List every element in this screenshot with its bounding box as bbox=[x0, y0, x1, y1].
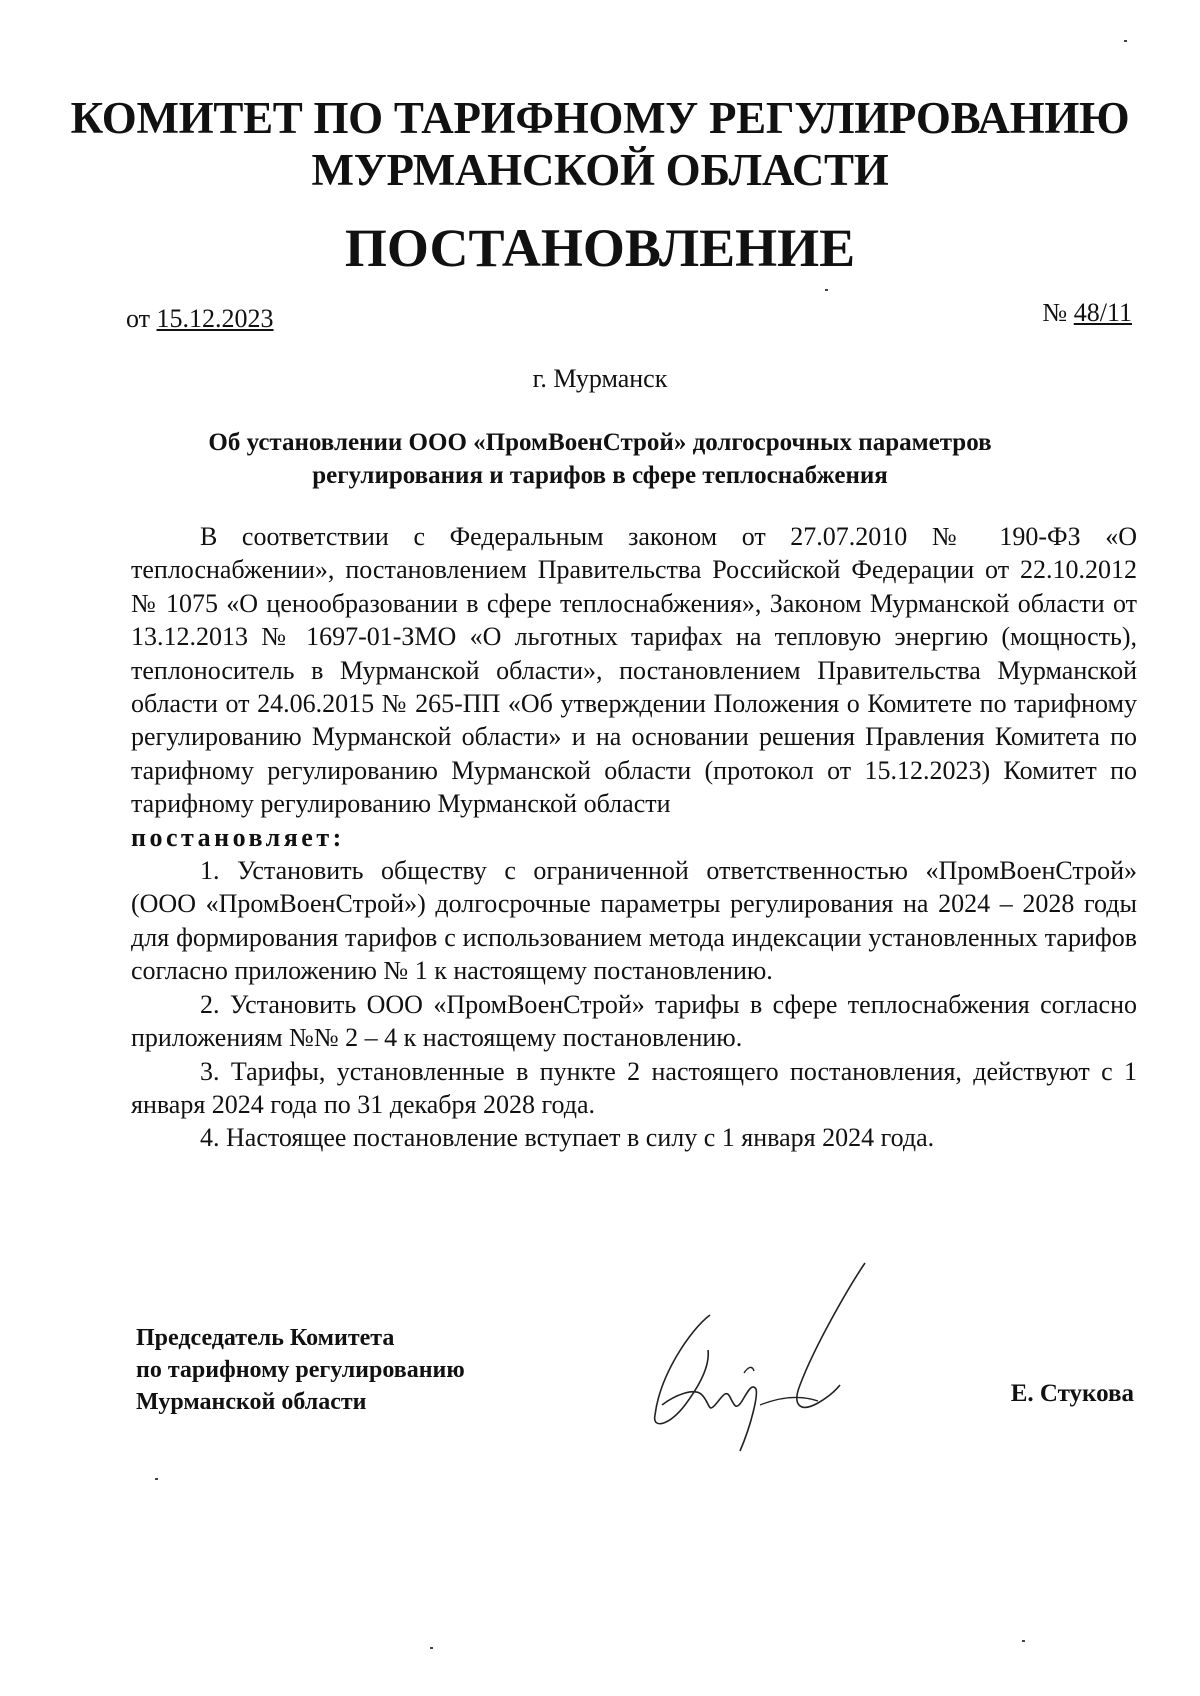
subject-line-1: Об установлении ООО «ПромВоенСтрой» долгосрочных параметров bbox=[208, 429, 992, 456]
decree-item-1: 1. Установить обществу с ограниченной ответственностью «ПромВоенСтрой» (ООО «ПромВоенСтрой») долгосрочные параметры регулирования на 2024 – 2028 годы для формирования тарифов с использованием метода индексации установленных тарифов согласно приложению № 1 к настоящему постановлению. bbox=[131, 856, 1137, 986]
document-type-title: ПОСТАНОВЛЕНИЕ bbox=[344, 218, 856, 278]
signatory-title-line-2: по тарифному регулированию bbox=[136, 1357, 465, 1383]
committee-heading bbox=[60, 92, 1140, 196]
date-prefix: от bbox=[126, 304, 157, 333]
subject-line-2: регулирования и тарифов в сфере теплоснабжения bbox=[312, 462, 888, 489]
scan-speck bbox=[155, 1478, 158, 1480]
handwritten-signature bbox=[640, 1255, 880, 1465]
signatory-title-line-3: Мурманской области bbox=[136, 1389, 367, 1415]
decree-item-2: 2. Установить ООО «ПромВоенСтрой» тарифы в сфере теплоснабжения согласно приложениям №№ 2 – 4 к настоящему постановлению. bbox=[131, 989, 1137, 1053]
document-body bbox=[131, 520, 1137, 1155]
number-value: 48/11 bbox=[1073, 298, 1132, 327]
signatory-title bbox=[136, 1322, 465, 1418]
signatory-title-line-1: Председатель Комитета bbox=[136, 1325, 395, 1351]
scan-speck bbox=[825, 289, 828, 291]
document-number bbox=[1042, 298, 1132, 328]
scan-speck bbox=[1124, 40, 1127, 42]
document-date bbox=[126, 304, 274, 334]
scan-speck bbox=[1022, 1640, 1025, 1642]
decree-word: постановляет: bbox=[131, 822, 345, 852]
scan-speck bbox=[430, 1647, 433, 1649]
city-line: г. Мурманск bbox=[532, 364, 668, 393]
decree-item-4: 4. Настоящее постановление вступает в силу с 1 января 2024 года. bbox=[200, 1123, 935, 1153]
date-value: 15.12.2023 bbox=[156, 304, 274, 333]
document-subject bbox=[120, 426, 1080, 492]
committee-heading-line-1: КОМИТЕТ ПО ТАРИФНОМУ РЕГУЛИРОВАНИЮ bbox=[70, 93, 1130, 143]
decree-item-3: 3. Тарифы, установленные в пункте 2 настоящего постановления, действуют с 1 января 2024 года по 31 декабря 2028 года. bbox=[131, 1056, 1137, 1119]
signatory-name: Е. Стукова bbox=[1010, 1380, 1134, 1407]
number-prefix: № bbox=[1042, 298, 1074, 327]
committee-heading-line-2: МУРМАНСКОЙ ОБЛАСТИ bbox=[311, 145, 889, 195]
preamble-paragraph: В соответствии с Федеральным законом от 27.07.2010 № 190-ФЗ «О теплоснабжении», постановлением Правительства Российской Федерации от 22.10.2012 № 1075 «О ценообразовании в сфере теплоснабжения», Законом Мурманской области от 13.12.2013 № 1697-01-ЗМО «О льготных тарифах на тепловую энергию (мощность), теплоноситель в Мурманской области», постановлением Правительства Мурманской области от 24.06.2015 № 265-ПП «Об утверждении Положения о Комитете по тарифному регулированию Мурманской области» и на основании решения Правления Комитета по тарифному регулированию Мурманской области (протокол от 15.12.2023) Комитет по тарифному регулированию Мурманской области bbox=[131, 522, 1137, 819]
